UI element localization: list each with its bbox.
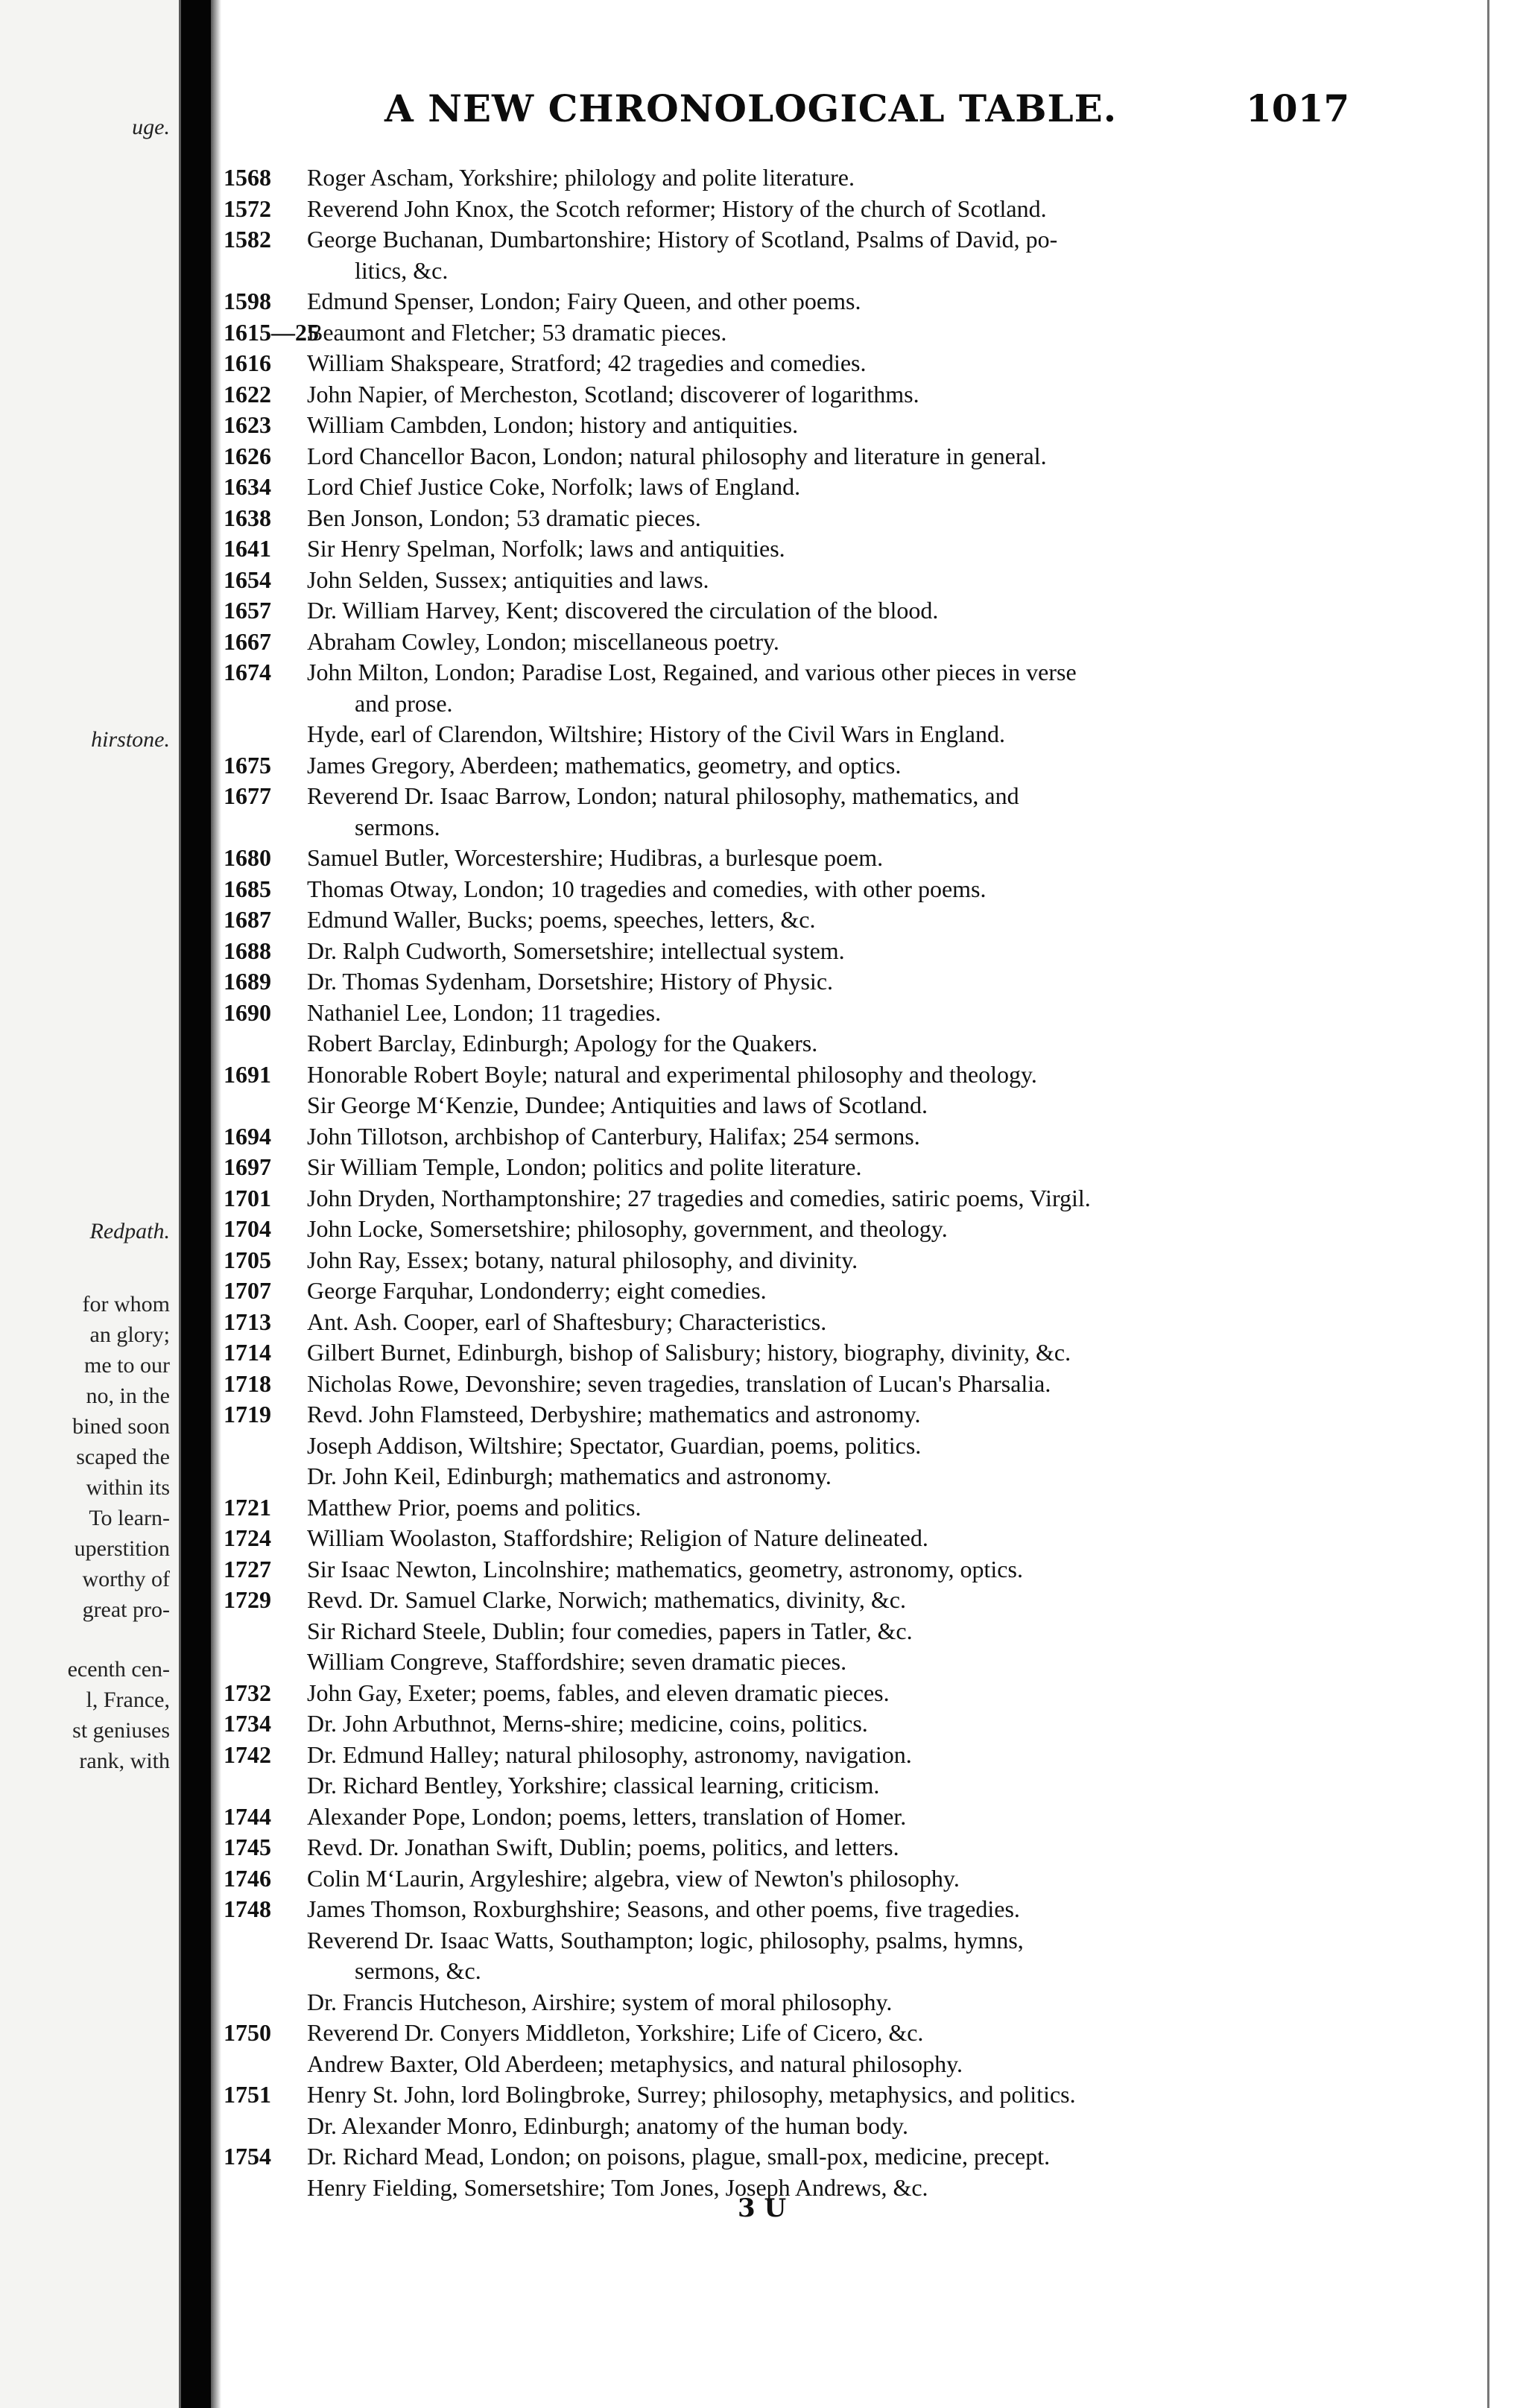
chronology-entry xyxy=(224,533,1483,565)
entry-body xyxy=(307,1152,1483,1183)
entry-text: Matthew Prior, poems and politics. xyxy=(307,1493,642,1521)
chronology-entry xyxy=(224,1492,1483,1524)
entry-text: William Shakspeare, Stratford; 42 tragedies and comedies. xyxy=(307,349,867,376)
entry-year: 1654 xyxy=(224,565,271,593)
entry-year: 1572 xyxy=(224,194,271,222)
entry-body xyxy=(307,966,1483,998)
prev-page-fragment: ecenth cen- xyxy=(67,1657,170,1682)
chronology-entry xyxy=(224,1678,1483,1709)
chronology-entry xyxy=(224,2141,1483,2173)
entry-body xyxy=(307,2049,1483,2080)
entry-year: 1687 xyxy=(224,906,271,933)
entry-body xyxy=(307,1492,1483,1524)
chronology-entry xyxy=(224,1585,1483,1616)
prev-page-fragment: Redpath. xyxy=(89,1219,170,1243)
entry-year: 1704 xyxy=(224,1215,271,1242)
chronology-entry xyxy=(224,1337,1483,1369)
entry-year: 1721 xyxy=(224,1493,271,1521)
entry-body xyxy=(307,410,1483,441)
entry-body xyxy=(307,533,1483,565)
entry-text: Revd. Dr. Samuel Clarke, Norwich; mathematics, divinity, &c. xyxy=(307,1586,906,1613)
entry-text: Edmund Spenser, London; Fairy Queen, and other poems. xyxy=(307,288,861,314)
chronology-entry xyxy=(224,565,1483,596)
entry-text: Henry Fielding, Somersetshire; Tom Jones, Joseph Andrews, &c. xyxy=(307,2173,928,2201)
entry-text: Sir Henry Spelman, Norfolk; laws and antiquities. xyxy=(307,535,785,562)
entry-year: 1690 xyxy=(224,998,271,1026)
entry-text: George Buchanan, Dumbartonshire; History of Scotland, Psalms of David, po- xyxy=(307,226,1058,253)
chronology-entry xyxy=(224,286,1483,317)
entry-text: Dr. Francis Hutcheson, Airshire; system of moral philosophy. xyxy=(307,1988,893,2015)
entry-text: Dr. John Keil, Edinburgh; mathematics and astronomy. xyxy=(307,1463,832,1489)
chronology-entry xyxy=(224,472,1483,503)
entry-continuation: litics, &c. xyxy=(355,256,449,284)
entry-body xyxy=(307,1307,1483,1338)
entry-year: 1623 xyxy=(224,411,271,438)
entry-text: William Woolaston, Staffordshire; Religion of Nature delineated. xyxy=(307,1524,928,1551)
chronology-entry xyxy=(224,1276,1483,1307)
entry-body xyxy=(307,1276,1483,1307)
entry-body xyxy=(307,1461,1483,1492)
entry-continuation: and prose. xyxy=(355,689,453,717)
entry-body xyxy=(307,441,1483,472)
prev-page-fragment: worthy of xyxy=(82,1567,170,1591)
entry-year: 1638 xyxy=(224,504,271,531)
entry-body xyxy=(307,874,1483,905)
entry-body xyxy=(307,1894,1483,1925)
entry-body xyxy=(307,2141,1483,2173)
entry-year: 1688 xyxy=(224,937,271,964)
prev-page-fragment: st geniuses xyxy=(72,1718,170,1743)
entry-year: 1744 xyxy=(224,1802,271,1830)
chronology-entry xyxy=(224,503,1483,534)
chronology-list xyxy=(224,162,1483,2203)
page-number: 1017 xyxy=(1246,86,1350,130)
entry-year: 1713 xyxy=(224,1308,271,1335)
entry-body xyxy=(307,1430,1483,1462)
entry-year: 1691 xyxy=(224,1060,271,1088)
entry-body xyxy=(307,1121,1483,1153)
entry-body xyxy=(307,1863,1483,1895)
chronology-entry xyxy=(224,657,1483,719)
chronology-entry xyxy=(224,1399,1483,1430)
entry-text: Dr. John Arbuthnot, Merns-shire; medicine, coins, politics. xyxy=(307,1710,868,1737)
chronology-entry xyxy=(224,317,1483,349)
entry-text: Ben Jonson, London; 53 dramatic pieces. xyxy=(307,504,701,531)
chronology-entry xyxy=(224,348,1483,379)
entry-text: Dr. Ralph Cudworth, Somersetshire; intellectual system. xyxy=(307,937,845,964)
entry-text: James Thomson, Roxburghshire; Seasons, and other poems, five tragedies. xyxy=(307,1895,1020,1922)
entry-body xyxy=(307,627,1483,658)
entry-body xyxy=(307,194,1483,225)
entry-text: James Gregory, Aberdeen; mathematics, geometry, and optics. xyxy=(307,751,902,779)
prev-page-fragment: uperstition xyxy=(74,1536,170,1561)
entry-year: 1689 xyxy=(224,968,271,995)
chronology-entry xyxy=(224,1894,1483,1925)
chronology-entry xyxy=(224,410,1483,441)
entry-text: Andrew Baxter, Old Aberdeen; metaphysics, and natural philosophy. xyxy=(307,2050,963,2077)
entry-year: 1615—25 xyxy=(224,318,319,346)
entry-year: 1568 xyxy=(224,164,271,191)
entry-year: 1677 xyxy=(224,782,271,809)
entry-year: 1675 xyxy=(224,751,271,779)
entry-body xyxy=(307,1770,1483,1802)
entry-text: Gilbert Burnet, Edinburgh, bishop of Salisbury; history, biography, divinity, &c. xyxy=(307,1339,1071,1366)
entry-text: Sir Richard Steele, Dublin; four comedies, papers in Tatler, &c. xyxy=(307,1617,913,1644)
entry-year: 1694 xyxy=(224,1122,271,1150)
entry-body xyxy=(307,1214,1483,1245)
entry-body xyxy=(307,2079,1483,2111)
entry-text: Dr. Thomas Sydenham, Dorsetshire; History of Physic. xyxy=(307,968,834,995)
main-page xyxy=(224,0,1483,2408)
entry-text: Reverend Dr. Isaac Barrow, London; natural philosophy, mathematics, and xyxy=(307,782,1019,809)
entry-year: 1622 xyxy=(224,380,271,408)
entry-body xyxy=(307,1802,1483,1833)
entry-year: 1724 xyxy=(224,1524,271,1551)
entry-body xyxy=(307,1678,1483,1709)
page-right-edge xyxy=(1487,0,1520,2408)
entry-body xyxy=(307,1832,1483,1863)
chronology-entry xyxy=(224,1059,1483,1091)
entry-body xyxy=(307,998,1483,1029)
entry-text: Samuel Butler, Worcestershire; Hudibras, a burlesque poem. xyxy=(307,844,884,871)
entry-text: John Selden, Sussex; antiquities and laws. xyxy=(307,565,709,593)
chronology-entry xyxy=(224,719,1483,750)
entry-year: 1626 xyxy=(224,442,271,469)
entry-continuation: sermons. xyxy=(355,813,440,840)
entry-text: John Tillotson, archbishop of Canterbury, Halifax; 254 sermons. xyxy=(307,1122,920,1150)
chronology-entry xyxy=(224,1152,1483,1183)
entry-year: 1751 xyxy=(224,2081,271,2108)
entry-text: Revd. John Flamsteed, Derbyshire; mathematics and astronomy. xyxy=(307,1401,921,1428)
chronology-entry xyxy=(224,1647,1483,1678)
chronology-entry xyxy=(224,1245,1483,1276)
entry-continuation: sermons, &c. xyxy=(355,1957,481,1984)
entry-year: 1742 xyxy=(224,1740,271,1768)
entry-year: 1685 xyxy=(224,875,271,902)
entry-body xyxy=(307,1925,1483,1987)
entry-year: 1719 xyxy=(224,1401,271,1428)
entry-year: 1714 xyxy=(224,1339,271,1366)
chronology-entry xyxy=(224,1925,1483,1987)
entry-year: 1598 xyxy=(224,288,271,314)
chronology-entry xyxy=(224,1028,1483,1059)
prev-page-fragment: rank, with xyxy=(79,1749,170,1773)
chronology-entry xyxy=(224,194,1483,225)
entry-year: 1705 xyxy=(224,1246,271,1273)
chronology-entry xyxy=(224,1461,1483,1492)
prev-page-fragment: To learn- xyxy=(89,1506,170,1530)
entry-text: Dr. Richard Bentley, Yorkshire; classical learning, criticism. xyxy=(307,1772,880,1799)
entry-body xyxy=(307,1740,1483,1771)
entry-year: 1634 xyxy=(224,473,271,500)
entry-text: Thomas Otway, London; 10 tragedies and comedies, with other poems. xyxy=(307,875,987,902)
entry-body xyxy=(307,719,1483,750)
prev-page-fragment: uge. xyxy=(132,115,170,139)
entry-body xyxy=(307,1245,1483,1276)
chronology-entry xyxy=(224,843,1483,874)
entry-body xyxy=(307,1090,1483,1121)
entry-year: 1641 xyxy=(224,535,271,562)
entry-body xyxy=(307,1369,1483,1400)
chronology-entry xyxy=(224,1307,1483,1338)
chronology-entry xyxy=(224,379,1483,411)
chronology-entry xyxy=(224,627,1483,658)
chronology-entry xyxy=(224,1090,1483,1121)
entry-text: Revd. Dr. Jonathan Swift, Dublin; poems, politics, and letters. xyxy=(307,1834,899,1860)
entry-year: 1745 xyxy=(224,1834,271,1860)
entry-year: 1701 xyxy=(224,1184,271,1211)
entry-body xyxy=(307,379,1483,411)
chronology-entry xyxy=(224,595,1483,627)
entry-year: 1657 xyxy=(224,597,271,624)
entry-text: John Ray, Essex; botany, natural philosophy, and divinity. xyxy=(307,1246,858,1273)
chronology-entry xyxy=(224,1832,1483,1863)
entry-text: Dr. Edmund Halley; natural philosophy, astronomy, navigation. xyxy=(307,1740,912,1768)
page-title: A NEW CHRONOLOGICAL TABLE. xyxy=(384,86,1118,130)
entry-body xyxy=(307,1554,1483,1585)
prev-page-fragment: hirstone. xyxy=(91,727,170,752)
entry-text: Honorable Robert Boyle; natural and experimental philosophy and theology. xyxy=(307,1060,1037,1088)
prev-page-fragment: scaped the xyxy=(76,1445,170,1469)
entry-text: Lord Chancellor Bacon, London; natural philosophy and literature in general. xyxy=(307,442,1047,469)
gutter-shadow xyxy=(211,0,221,2408)
entry-year: 1746 xyxy=(224,1864,271,1892)
chronology-entry xyxy=(224,1369,1483,1400)
entry-body xyxy=(307,1708,1483,1740)
prev-page-fragment: great pro- xyxy=(82,1597,170,1622)
entry-year: 1734 xyxy=(224,1710,271,1737)
entry-text: Dr. William Harvey, Kent; discovered the circulation of the blood. xyxy=(307,597,939,624)
entry-body xyxy=(307,1523,1483,1554)
entry-year: 1616 xyxy=(224,349,271,376)
chronology-entry xyxy=(224,2049,1483,2080)
chronology-entry xyxy=(224,874,1483,905)
entry-body xyxy=(307,1028,1483,1059)
chronology-entry xyxy=(224,936,1483,967)
entry-body xyxy=(307,657,1483,719)
entry-body xyxy=(307,317,1483,349)
chronology-entry xyxy=(224,1214,1483,1245)
entry-text: Dr. Alexander Monro, Edinburgh; anatomy of the human body. xyxy=(307,2111,908,2139)
chronology-entry xyxy=(224,2173,1483,2204)
chronology-entry xyxy=(224,2018,1483,2049)
chronology-entry xyxy=(224,1430,1483,1462)
entry-text: Beaumont and Fletcher; 53 dramatic pieces. xyxy=(307,318,727,346)
entry-body xyxy=(307,750,1483,782)
chronology-entry xyxy=(224,1770,1483,1802)
entry-body xyxy=(307,286,1483,317)
signature-mark: 3 U xyxy=(738,2193,787,2223)
entry-body xyxy=(307,1399,1483,1430)
entry-year: 1697 xyxy=(224,1153,271,1180)
entry-text: Henry St. John, lord Bolingbroke, Surrey; philosophy, metaphysics, and politics. xyxy=(307,2081,1076,2108)
entry-text: Nicholas Rowe, Devonshire; seven tragedies, translation of Lucan's Pharsalia. xyxy=(307,1369,1051,1397)
chronology-entry xyxy=(224,1121,1483,1153)
entry-year: 1750 xyxy=(224,2019,271,2046)
chronology-entry xyxy=(224,1616,1483,1647)
entry-year: 1707 xyxy=(224,1277,271,1304)
entry-body xyxy=(307,1616,1483,1647)
entry-year: 1727 xyxy=(224,1555,271,1582)
entry-body xyxy=(307,843,1483,874)
chronology-entry xyxy=(224,998,1483,1029)
entry-text: Hyde, earl of Clarendon, Wiltshire; History of the Civil Wars in England. xyxy=(307,720,1005,747)
entry-body xyxy=(307,1183,1483,1214)
entry-body xyxy=(307,472,1483,503)
entry-body xyxy=(307,781,1483,843)
entry-year: 1718 xyxy=(224,1369,271,1397)
entry-body xyxy=(307,565,1483,596)
entry-body xyxy=(307,2111,1483,2142)
entry-year: 1754 xyxy=(224,2143,271,2170)
entry-year: 1729 xyxy=(224,1586,271,1613)
prev-page-fragment: bined soon xyxy=(72,1414,170,1439)
entry-text: John Gay, Exeter; poems, fables, and eleven dramatic pieces. xyxy=(307,1679,890,1706)
entry-text: Dr. Richard Mead, London; on poisons, plague, small-pox, medicine, precept. xyxy=(307,2143,1051,2170)
entry-text: Ant. Ash. Cooper, earl of Shaftesbury; Characteristics. xyxy=(307,1308,827,1335)
entry-text: Alexander Pope, London; poems, letters, translation of Homer. xyxy=(307,1802,907,1830)
prev-page-fragment: no, in the xyxy=(86,1384,170,1408)
entry-text: John Napier, of Mercheston, Scotland; discoverer of logarithms. xyxy=(307,380,919,408)
chronology-entry xyxy=(224,1183,1483,1214)
entry-text: Reverend Dr. Conyers Middleton, Yorkshire; Life of Cicero, &c. xyxy=(307,2019,924,2046)
entry-text: Roger Ascham, Yorkshire; philology and polite literature. xyxy=(307,164,855,191)
entry-text: John Dryden, Northamptonshire; 27 tragedies and comedies, satiric poems, Virgil. xyxy=(307,1184,1091,1211)
entry-text: Nathaniel Lee, London; 11 tragedies. xyxy=(307,998,662,1026)
entry-text: Sir Isaac Newton, Lincolnshire; mathematics, geometry, astronomy, optics. xyxy=(307,1555,1023,1582)
chronology-entry xyxy=(224,224,1483,286)
entry-year: 1732 xyxy=(224,1679,271,1706)
entry-body xyxy=(307,2173,1483,2204)
entry-year: 1582 xyxy=(224,226,271,253)
chronology-entry xyxy=(224,2079,1483,2111)
entry-body xyxy=(307,1987,1483,2018)
entry-text: Robert Barclay, Edinburgh; Apology for the Quakers. xyxy=(307,1030,818,1056)
prev-page-fragment: within its xyxy=(86,1475,170,1500)
entry-text: John Milton, London; Paradise Lost, Regained, and various other pieces in verse xyxy=(307,659,1077,685)
entry-text: Reverend Dr. Isaac Watts, Southampton; logic, philosophy, psalms, hymns, xyxy=(307,1926,1024,1954)
entry-text: Lord Chief Justice Coke, Norfolk; laws of England. xyxy=(307,473,801,500)
entry-body xyxy=(307,503,1483,534)
entry-body xyxy=(307,1647,1483,1678)
entry-body xyxy=(307,936,1483,967)
entry-body xyxy=(307,1059,1483,1091)
prev-page-fragment: an glory; xyxy=(89,1322,170,1347)
entry-text: Sir George M‘Kenzie, Dundee; Antiquities and laws of Scotland. xyxy=(307,1091,928,1118)
chronology-entry xyxy=(224,1802,1483,1833)
entry-body xyxy=(307,1337,1483,1369)
entry-body xyxy=(307,1585,1483,1616)
entry-body xyxy=(307,348,1483,379)
chronology-entry xyxy=(224,1708,1483,1740)
chronology-entry xyxy=(224,904,1483,936)
chronology-entry xyxy=(224,162,1483,194)
entry-text: Reverend John Knox, the Scotch reformer; History of the church of Scotland. xyxy=(307,194,1047,222)
entry-year: 1674 xyxy=(224,659,271,685)
chronology-entry xyxy=(224,1987,1483,2018)
entry-body xyxy=(307,162,1483,194)
entry-body xyxy=(307,224,1483,286)
entry-text: Sir William Temple, London; politics and polite literature. xyxy=(307,1153,862,1180)
entry-body xyxy=(307,2018,1483,2049)
chronology-entry xyxy=(224,750,1483,782)
prev-page-fragment: me to our xyxy=(84,1353,170,1378)
chronology-entry xyxy=(224,966,1483,998)
entry-body xyxy=(307,904,1483,936)
chronology-entry xyxy=(224,1523,1483,1554)
prev-page-fragment: for whom xyxy=(82,1292,170,1317)
entry-year: 1667 xyxy=(224,627,271,655)
entry-body xyxy=(307,595,1483,627)
entry-text: John Locke, Somersetshire; philosophy, government, and theology. xyxy=(307,1215,948,1242)
prev-page-fragment: l, France, xyxy=(86,1688,170,1712)
chronology-entry xyxy=(224,1740,1483,1771)
entry-year: 1680 xyxy=(224,844,271,871)
chronology-entry xyxy=(224,1863,1483,1895)
entry-text: Edmund Waller, Bucks; poems, speeches, letters, &c. xyxy=(307,906,816,933)
chronology-entry xyxy=(224,781,1483,843)
entry-text: William Cambden, London; history and antiquities. xyxy=(307,411,799,438)
entry-text: Colin M‘Laurin, Argyleshire; algebra, view of Newton's philosophy. xyxy=(307,1864,960,1892)
chronology-entry xyxy=(224,441,1483,472)
previous-page-edge xyxy=(0,0,181,2408)
entry-year: 1748 xyxy=(224,1895,271,1922)
entry-text: Joseph Addison, Wiltshire; Spectator, Guardian, poems, politics. xyxy=(307,1431,922,1459)
book-gutter xyxy=(181,0,211,2408)
chronology-entry xyxy=(224,1554,1483,1585)
entry-text: William Congreve, Staffordshire; seven dramatic pieces. xyxy=(307,1648,847,1675)
entry-text: Abraham Cowley, London; miscellaneous poetry. xyxy=(307,627,779,655)
entry-text: George Farquhar, Londonderry; eight comedies. xyxy=(307,1277,767,1304)
chronology-entry xyxy=(224,2111,1483,2142)
